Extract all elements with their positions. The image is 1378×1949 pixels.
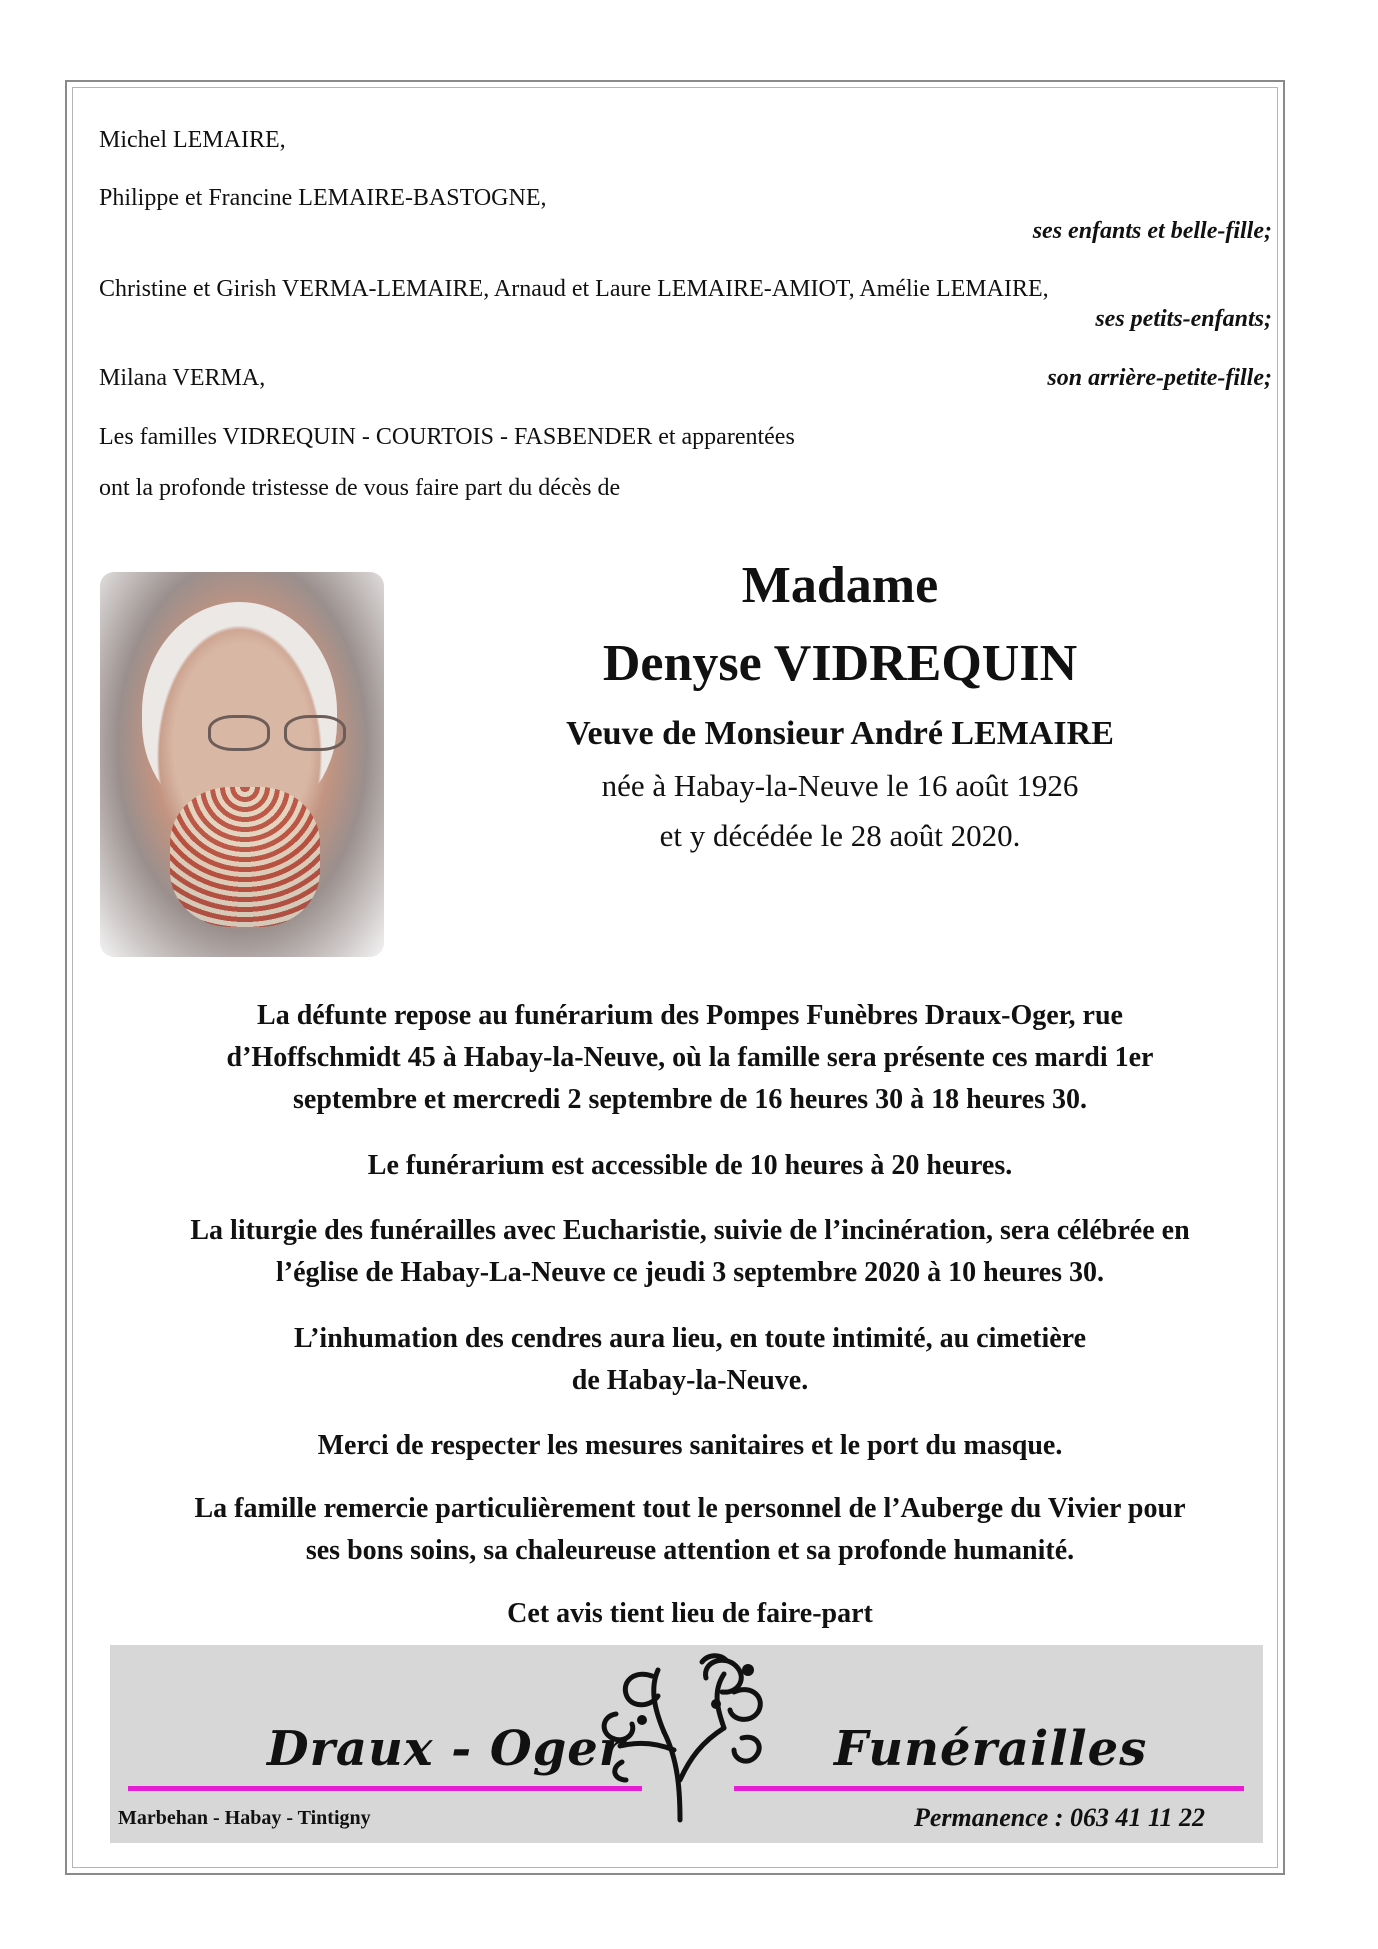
family-line-1: Michel LEMAIRE, (99, 127, 286, 153)
funeral-locations: Marbehan - Habay - Tintigny (118, 1807, 371, 1829)
details-paragraph-2: Le funérarium est accessible de 10 heures à 20 heures. (367, 1150, 1013, 1181)
deceased-title: Madame (741, 557, 939, 614)
brand-left: Draux - Oger (267, 1721, 626, 1777)
family-line-4: Milana VERMA, (99, 365, 266, 391)
deceased-widow: Veuve de Monsieur André LEMAIRE (566, 715, 1114, 752)
funeral-phone: Permanence : 063 41 11 22 (914, 1803, 1206, 1832)
family-role-2: ses petits-enfants; (1095, 306, 1272, 332)
details-paragraph-6: La famille remercie particulièrement tout le personnel de l’Auberge du Vivier pour ses bons soins, sa chaleureuse attention et sa profonde humanité. (194, 1493, 1186, 1566)
deceased-name: Denyse VIDREQUIN (602, 635, 1078, 692)
details-paragraph-1: La défunte repose au funérarium des Pompes Funèbres Draux-Oger, rue d’Hoffschmidt 45 à Habay-la-Neuve, où la famille sera présente ces mardi 1er septembre et mercredi 2 septembre de 16 heures 30 à 18 heures 30. (226, 1000, 1154, 1115)
brand-right: Funérailles (834, 1721, 1148, 1777)
details-paragraph-5: Merci de respecter les mesures sanitaires et le port du masque. (317, 1430, 1063, 1461)
details-paragraph-3: La liturgie des funérailles avec Eucharistie, suivie de l’incinération, sera célébrée en l’église de Habay-La-Neuve ce jeudi 3 septembre 2020 à 10 heures 30. (190, 1215, 1190, 1288)
family-line-5: Les familles VIDREQUIN - COURTOIS - FASBENDER et apparentées (99, 424, 795, 450)
family-line-3: Christine et Girish VERMA-LEMAIRE, Arnaud et Laure LEMAIRE-AMIOT, Amélie LEMAIRE, (99, 276, 1049, 302)
glasses-shape (208, 715, 348, 749)
family-role-1: ses enfants et belle-fille; (1032, 218, 1272, 244)
family-role-3: son arrière-petite-fille; (1047, 365, 1272, 391)
family-line-6: ont la profonde tristesse de vous faire part du décès de (99, 475, 621, 501)
deceased-born: née à Habay-la-Neuve le 16 août 1926 (601, 768, 1079, 803)
accent-line-right (734, 1786, 1244, 1791)
family-line-2: Philippe et Francine LEMAIRE-BASTOGNE, (99, 185, 547, 211)
accent-line-left (128, 1786, 642, 1791)
tree-icon (592, 1650, 782, 1825)
details-paragraph-4: L’inhumation des cendres aura lieu, en toute intimité, au cimetière de Habay-la-Neuve. (294, 1323, 1086, 1396)
deceased-died: et y décédée le 28 août 2020. (659, 818, 1021, 853)
portrait-photo (100, 572, 384, 957)
details-paragraph-7: Cet avis tient lieu de faire-part (507, 1598, 873, 1629)
